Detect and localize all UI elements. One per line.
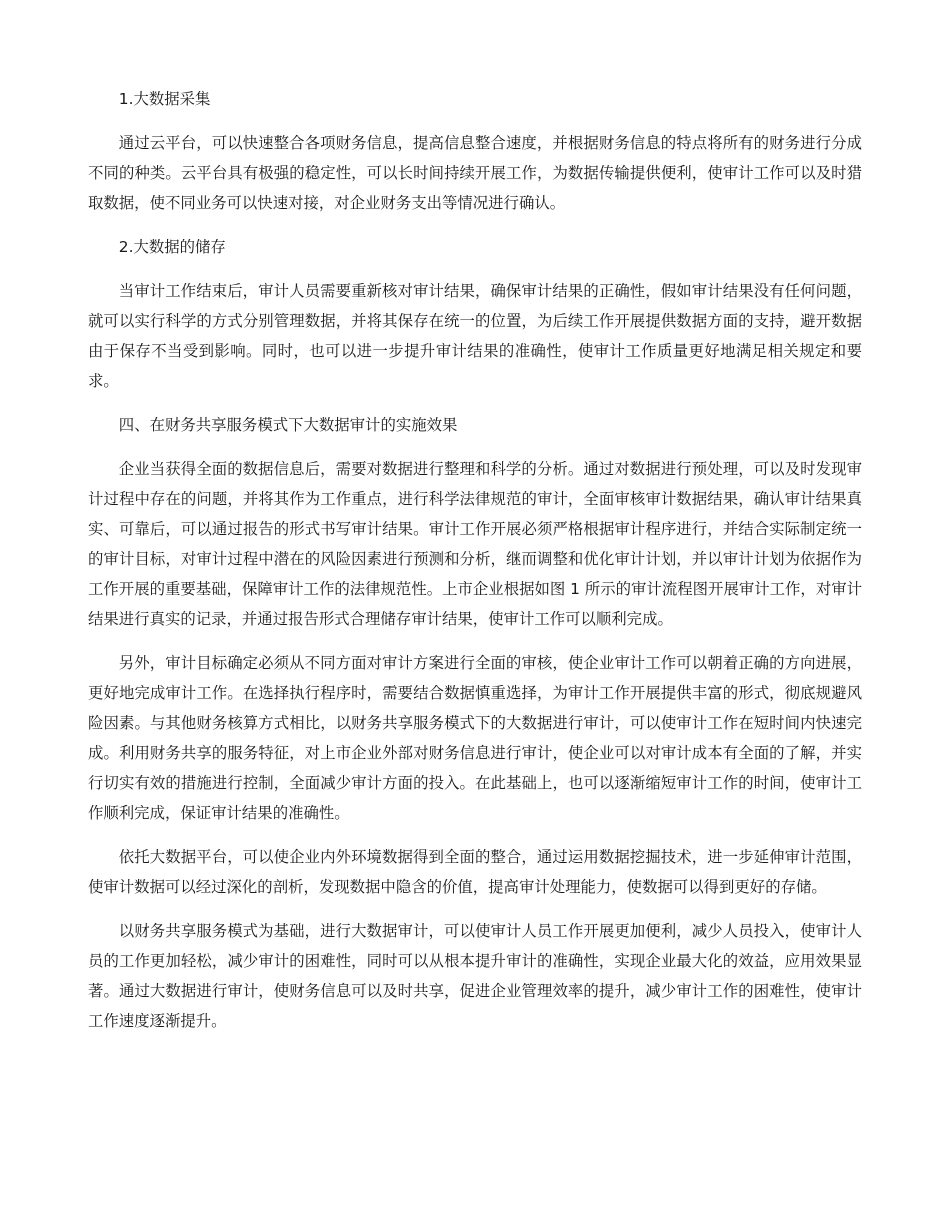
paragraph-data-collection: 通过云平台，可以快速整合各项财务信息，提高信息整合速度，并根据财务信息的特点将所有的财务进行分成不同的种类。云平台具有极强的稳定性，可以长时间持续开展工作，为数据传输提供便利，使审计工作可以及时猎取数据，使不同业务可以快速对接，对企业财务支出等情况进行确认。 — [88, 134, 862, 212]
paragraph-data-analysis: 企业当获得全面的数据信息后，需要对数据进行整理和科学的分析。通过对数据进行预处理，可以及时发现审计过程中存在的问题，并将其作为工作重点，进行科学法律规范的审计，全面审核审计数据结果，确认审计结果真实、可靠后，可以通过报告的形式书写审计结果。审计工作开展必须严格根据审计程序进行，并结合实际制定统一的审计目标，对审计过程中潜在的风险因素进行预测和分析，继而调整和优化审计计划，并以审计计划为依据作为工作开展的重要基础，保障审计工作的法律规范性。上市企业根据如图 1 所示的审计流程图开展审计工作，对审计结果进行真实的记录，并通过报告形式合理储存审计结果，使审计工作可以顺利完成。 — [88, 460, 862, 628]
section-heading-data-storage: 2.大数据的储存 — [118, 238, 226, 256]
document-page — [88, 84, 862, 1036]
paragraph-audit-goals: 另外，审计目标确定必须从不同方面对审计方案进行全面的审核，使企业审计工作可以朝着正确的方向进展，更好地完成审计工作。在选择执行程序时，需要结合数据慎重选择，为审计工作开展提供丰富的形式，彻底规避风险因素。与其他财务核算方式相比，以财务共享服务模式下的大数据进行审计，可以使审计工作在短时间内快速完成。利用财务共享的服务特征，对上市企业外部对财务信息进行审计，使企业可以对审计成本有全面的了解，并实行切实有效的措施进行控制，全面减少审计方面的投入。在此基础上，也可以逐渐缩短审计工作的时间，使审计工作顺利完成，保证审计结果的准确性。 — [88, 654, 862, 822]
section-heading-implementation-effects: 四、在财务共享服务模式下大数据审计的实施效果 — [118, 416, 458, 434]
paragraph-big-data-platform: 依托大数据平台，可以使企业内外环境数据得到全面的整合，通过运用数据挖掘技术，进一步延伸审计范围，使审计数据可以经过深化的剖析，发现数据中隐含的价值，提高审计处理能力，使数据可以得到更好的存储。 — [88, 848, 862, 896]
section-heading-data-collection: 1.大数据采集 — [118, 90, 211, 108]
paragraph-data-storage: 当审计工作结束后，审计人员需要重新核对审计结果，确保审计结果的正确性，假如审计结果没有任何问题，就可以实行科学的方式分别管理数据，并将其保存在统一的位置，为后续工作开展提供数据方面的支持，避开数据由于保存不当受到影响。同时，也可以进一步提升审计结果的准确性，使审计工作质量更好地满足相关规定和要求。 — [88, 282, 862, 390]
paragraph-application-effects: 以财务共享服务模式为基础，进行大数据审计，可以使审计人员工作开展更加便利，减少人员投入，使审计人员的工作更加轻松，减少审计的困难性，同时可以从根本提升审计的准确性，实现企业最大化的效益，应用效果显著。通过大数据进行审计，使财务信息可以及时共享，促进企业管理效率的提升，减少审计工作的困难性，使审计工作速度逐渐提升。 — [88, 922, 862, 1030]
